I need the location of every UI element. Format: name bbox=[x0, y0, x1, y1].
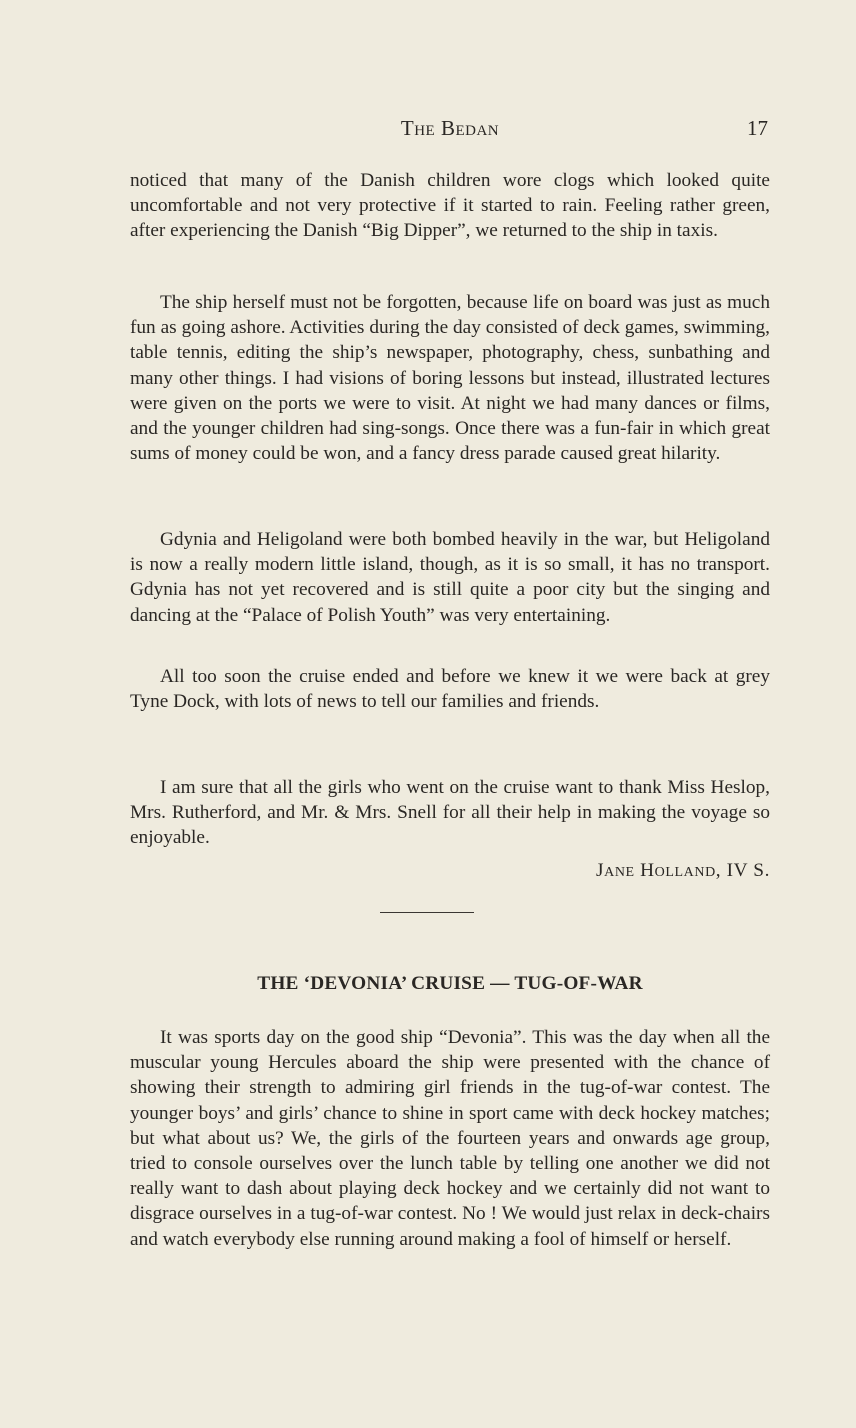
running-title: The Bedan bbox=[400, 116, 500, 140]
section-divider bbox=[380, 912, 474, 913]
paragraph-thanks: I am sure that all the girls who went on the cruise want to thank Miss Heslop, Mrs. Rutherford, and Mr. & Mrs. Snell for all their help in making the voyage so enjoyable. bbox=[130, 777, 770, 849]
running-head bbox=[130, 116, 770, 148]
paragraph-sports-day: It was sports day on the good ship “Devonia”. This was the day when all the muscular young Hercules aboard the ship were presented with the chance of showing their strength to admiring girl friends in the tug-of-war contest. The younger boys’ and girls’ chance to shine in sport came with deck hockey matches; but what about us? We, the girls of the fourteen years and onwards age group, tried to console ourselves over the lunch table by telling one another we did not really want to dash about playing deck hockey and we certainly did not want to disgrace ourselves in a tug-of-war contest. No ! We would just relax in deck-chairs and watch everybody else running around making a fool of himself or herself. bbox=[130, 1027, 770, 1250]
section-heading: THE ‘DEVONIA’ CRUISE — TUG-OF-WAR bbox=[257, 973, 643, 994]
paragraph-ship-activities: The ship herself must not be forgotten, because life on board was just as much fun as going ashore. Activities during the day consisted of deck games, swimming, table tennis, editing the ship’s newspaper, photography, chess, sunbathing and many other things. I had visions of boring lessons but instead, illustrated lectures were given on the ports we were to visit. At night we had many dances or films, and the younger children had sing-songs. Once there was a fun-fair in which great sums of money could be won, and a fancy dress parade caused great hilarity. bbox=[130, 292, 770, 465]
author-signature: Jane Holland, IV S. bbox=[596, 860, 770, 881]
paragraph-gdynia-heligoland: Gdynia and Heligoland were both bombed heavily in the war, but Heligoland is now a really modern little island, though, as it is so small, it has no transport. Gdynia has not yet recovered and is still quite a poor city but the singing and dancing at the “Palace of Polish Youth” was very entertaining. bbox=[130, 529, 770, 626]
paragraph-cruise-ended: All too soon the cruise ended and before we knew it we were back at grey Tyne Dock, with lots of news to tell our families and friends. bbox=[130, 666, 770, 713]
paragraph-clogs-big-dipper: noticed that many of the Danish children wore clogs which looked quite uncomfortable and not very protective if it started to rain. Feeling rather green, after experiencing the Danish “Big Dipper”, we returned to the ship in taxis. bbox=[130, 170, 770, 242]
page-number: 17 bbox=[747, 116, 768, 140]
